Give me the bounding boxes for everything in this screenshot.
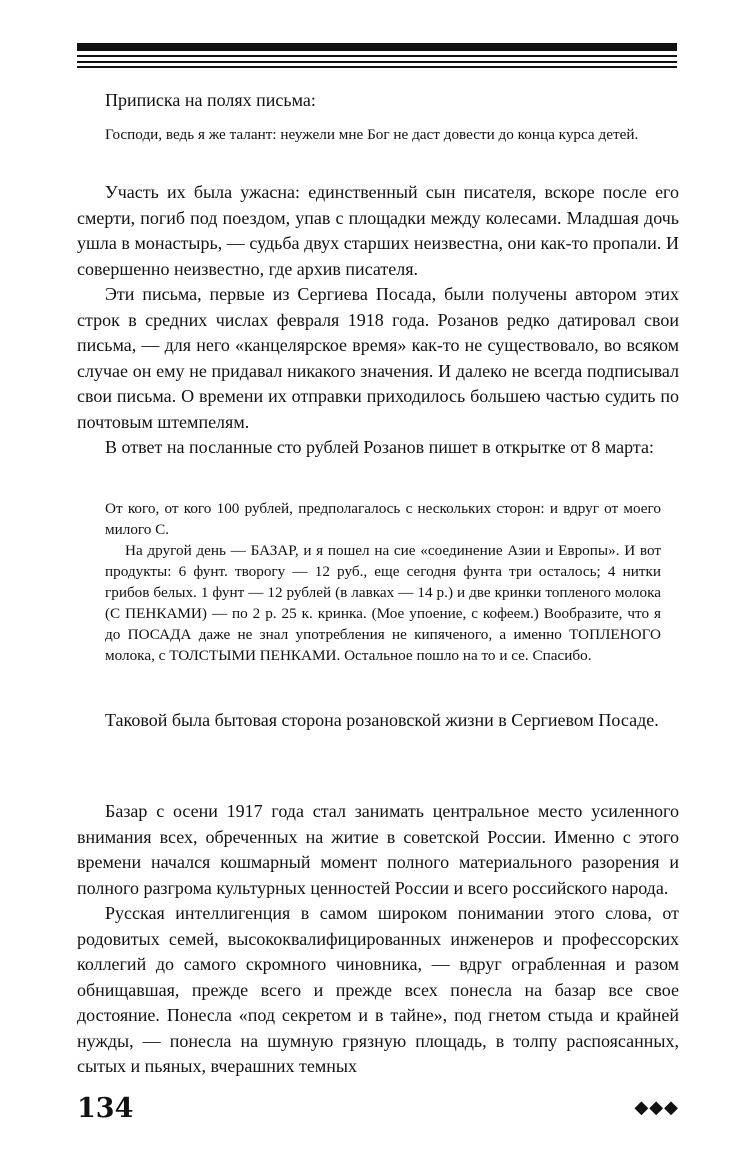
note-intro: Приписка на полях письма: bbox=[105, 90, 316, 110]
paragraph: Русская интеллигенция в самом широком понимании этого слова, от родовитых семей, высококвалифицированных инженеров и профессорских коллегий до самого скромного чиновника, — вдруг ограбленная и разом обнищавшая, прежде всего и прежде всех понесла на базар все свое достояние. Понесла «под секретом и в тайне», под гнетом стыда и крайней нужды, — понесла на шумную грязную площадь, в толпу распоясанных, сытых и пьяных, вчерашних темных bbox=[77, 903, 679, 1076]
diamond-ornament-icon: ◆◆◆ bbox=[634, 1097, 679, 1118]
header-rule-thin bbox=[77, 61, 677, 63]
quote-paragraph: На другой день — БАЗАР, и я пошел на сие «соединение Азии и Европы». И вот продукты: 6 фунт. творогу — 12 руб., еще сегодня фунта три осталось; 4 нитки грибов белых. 1 фунт — 12 рублей (в лавках — 14 р.) и две кринки топленого молока (С ПЕНКАМИ) — по 2 р. 25 к. кринка. (Мое упоение, с кофеем.) Вообразите, что я до ПОСАДА даже не знал употребления не кипяченого, а именно ТОПЛЕНОГО молока, с ТОЛСТЫМИ ПЕНКАМИ. Остальное пошло на то и се. Спасибо. bbox=[105, 542, 661, 664]
paragraph: Таковой была бытовая сторона розановской жизни в Сергиевом Посаде. bbox=[105, 710, 659, 730]
header-rule-thin bbox=[77, 66, 677, 68]
paragraph: Эти письма, первые из Сергиева Посада, были получены автором этих строк в средних числах февраля 1918 года. Розанов редко датировал свои письма, — для него «канцелярское время» как-то не существовало, во всяком случае он ему не придавал никакого значения. И далеко не всегда подписывал свои письма. О времени их отправки приходилось большею частью судить по почтовым штемпелям. bbox=[77, 284, 679, 432]
quote-block bbox=[77, 124, 679, 145]
paragraph: Участь их была ужасна: единственный сын писателя, вскоре после его смерти, погиб под поездом, упав с площадки между колесами. Младшая дочь ушла в монастырь, — судьба двух старших неизвестна, они как-то пропали. И совершенно неизвестно, где архив писателя. bbox=[77, 182, 679, 279]
quote-block bbox=[77, 498, 679, 666]
page-footer bbox=[77, 1093, 679, 1127]
quote-paragraph: От кого, от кого 100 рублей, предполагалось с нескольких сторон: и вдруг от моего милого С. bbox=[105, 500, 661, 538]
paragraph: Базар с осени 1917 года стал занимать центральное место усиленного внимания всех, обреченных на житие в советской России. Именно с этого времени начался кошмарный момент полного материального разорения и полного разгрома культурных ценностей России и всего российского народа. bbox=[77, 801, 679, 898]
paragraph: В ответ на посланные сто рублей Розанов пишет в открытке от 8 марта: bbox=[105, 437, 654, 457]
header-rule-thin bbox=[77, 55, 677, 57]
text-block bbox=[77, 799, 679, 1080]
note-quote: Господи, ведь я же талант: неужели мне Бог не даст довести до конца курса детей. bbox=[105, 126, 639, 143]
text-block bbox=[77, 88, 679, 114]
text-block bbox=[77, 708, 679, 734]
page-number: 134 bbox=[77, 1093, 134, 1124]
text-block bbox=[77, 180, 679, 461]
header-rules bbox=[77, 43, 677, 68]
header-rule-thick bbox=[77, 43, 677, 51]
